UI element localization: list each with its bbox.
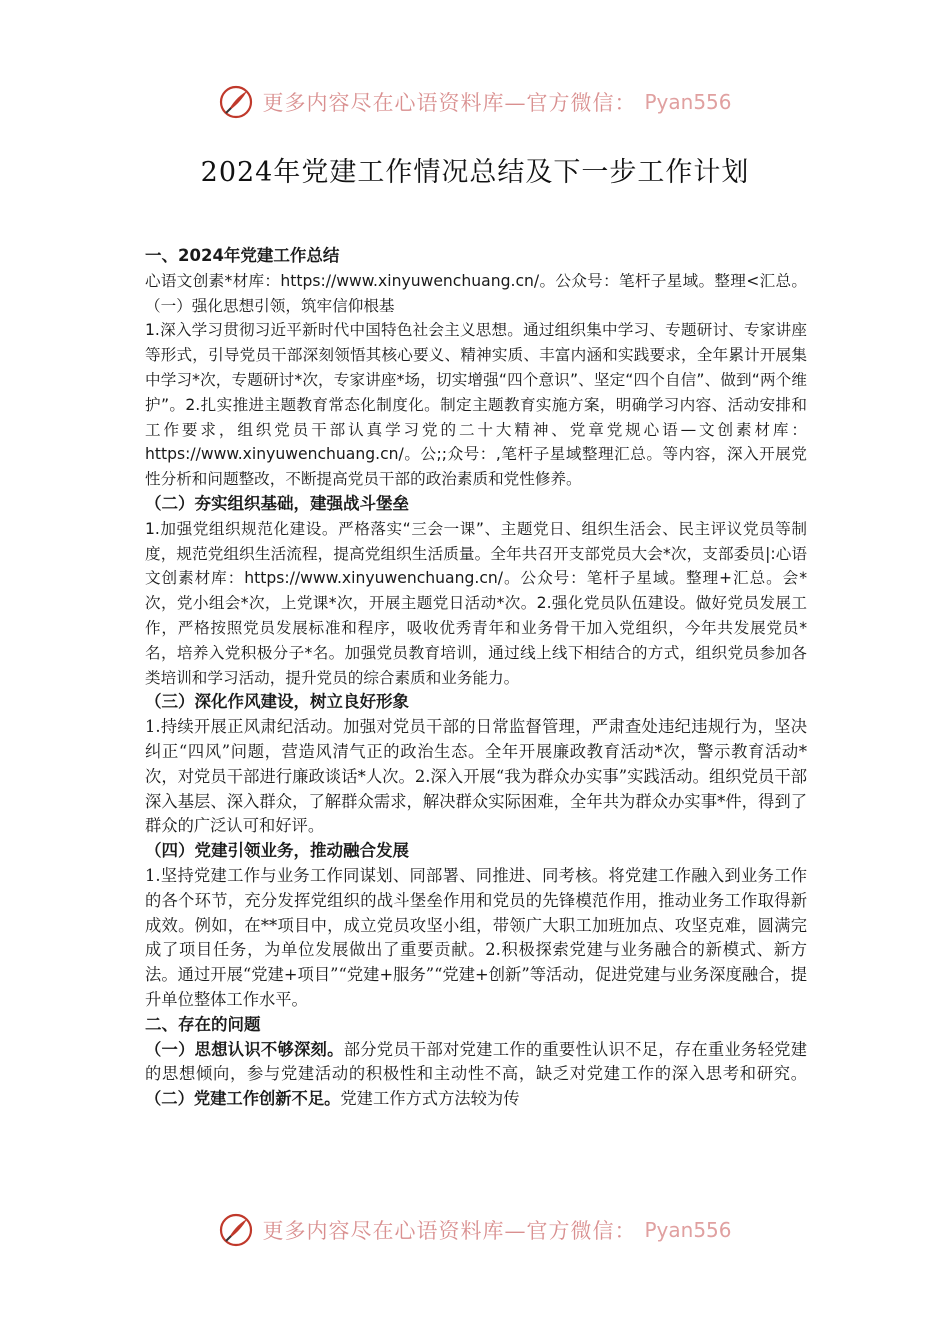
paragraph-organization: 1.加强党组织规范化建设。严格落实“三会一课”、主题党日、组织生活会、民主评议党员等制度，规范党组织生活流程，提高党组织生活质量。全年共召开支部党员大会*次，支部委员|:心语文创素材库：https://www.xinyuwenchuang.cn/。公众号：笔杆子星域。整理+汇总。会*次，党小组会*次，上党课*次，开展主题党日活动*次。2.强化党员队伍建设。做好党员发展工作，严格按照党员发展标准和程序，吸收优秀青年和业务骨干加入党组织，今年共发展党员*名，培养入党积极分子*名。加强党员教育培训，通过线上线下相结合的方式，组织党员参加各类培训和学习活动，提升党员的综合素质和业务能力。	[145, 519, 807, 687]
document-body	[145, 244, 807, 1112]
subheading-work-style: （三）深化作风建设，树立良好形象	[145, 692, 409, 712]
page-title: 2024年党建工作情况总结及下一步工作计划	[200, 157, 750, 188]
problem-label-2: （二）党建工作创新不足。	[145, 1089, 341, 1109]
section-heading-problems: 二、存在的问题	[145, 1014, 261, 1034]
watermark-footer	[0, 1210, 950, 1250]
section-heading-summary: 一、2024年党建工作总结	[145, 246, 340, 265]
watermark-code: Pyan556	[644, 1218, 732, 1242]
paragraph-business-integration: 1.坚持党建工作与业务工作同谋划、同部署、同推进、同考核。将党建工作融入到业务工作的各个环节，充分发挥党组织的战斗堡垒作用和党员的先锋模范作用，推动业务工作取得新成效。例如，在**项目中，成立党员攻坚小组，带领广大职工加班加点、攻坚克难，圆满完成了项目任务，为单位发展做出了重要贡献。2.积极探索党建与业务融合的新模式、新方法。通过开展“党建+项目”“党建+服务”“党建+创新”等活动，促进党建与业务深度融合，提升单位整体工作水平。	[145, 865, 807, 1009]
intro-paragraph: 心语文创素*材库：https://www.xinyuwenchuang.cn/。公众号：笔杆子星域。整理<汇总。（一）强化思想引领，筑牢信仰根基	[145, 271, 807, 315]
paragraph-work-style: 1.持续开展正风肃纪活动。加强对党员干部的日常监督管理，严肃查处违纪违规行为，坚决纠正“四风”问题，营造风清气正的政治生态。全年开展廉政教育活动*次，警示教育活动*次，对党员干部进行廉政谈话*人次。2.深入开展“我为群众办实事”实践活动。组织党员干部深入基层、深入群众，了解群众需求，解决群众实际困难，全年共为群众办实事*件，得到了群众的广泛认可和好评。	[145, 717, 807, 836]
problem-text-1: 部分党员干部对党建工作的重要性认识不足，存在重业务轻党建的思想倾向，参与党建活动的积极性和主动性不高，缺乏对党建工作的深入思考和研究。	[145, 1039, 807, 1084]
problem-label-1: （一）思想认识不够深刻。	[145, 1039, 344, 1059]
watermark-text: 更多内容尽在心语资料库—官方微信：	[262, 91, 637, 115]
watermark-header	[0, 82, 950, 122]
subheading-organization: （二）夯实组织基础，建强战斗堡垒	[145, 493, 409, 513]
paragraph-problems	[145, 1038, 807, 1112]
paragraph-thought-guidance: 1.深入学习贯彻习近平新时代中国特色社会主义思想。通过组织集中学习、专题研讨、专家讲座等形式，引导党员干部深刻领悟其核心要义、精神实质、丰富内涵和实践要求，全年累计开展集中学习*次，专题研讨*次，专家讲座*场，切实增强“四个意识”、坚定“四个自信”、做到“两个维护”。2.扎实推进主题教育常态化制度化。制定主题教育实施方案，明确学习内容、活动安排和工作要求，组织党员干部认真学习党的二十大精神、党章党规心语—文创素材库：https://www.xinyuwenchuang.cn/。公;;众号：,笔杆子星域整理汇总。等内容，深入开展党性分析和问题整改，不断提高党员干部的政治素质和党性修养。	[145, 321, 807, 489]
subheading-business-integration: （四）党建引领业务，推动融合发展	[145, 841, 409, 861]
watermark-code: Pyan556	[644, 90, 732, 114]
quill-pen-icon	[218, 84, 254, 120]
watermark-text: 更多内容尽在心语资料库—官方微信：	[262, 1219, 637, 1243]
problem-text-2: 党建工作方式方法较为传	[340, 1089, 520, 1109]
quill-pen-icon	[218, 1212, 254, 1248]
